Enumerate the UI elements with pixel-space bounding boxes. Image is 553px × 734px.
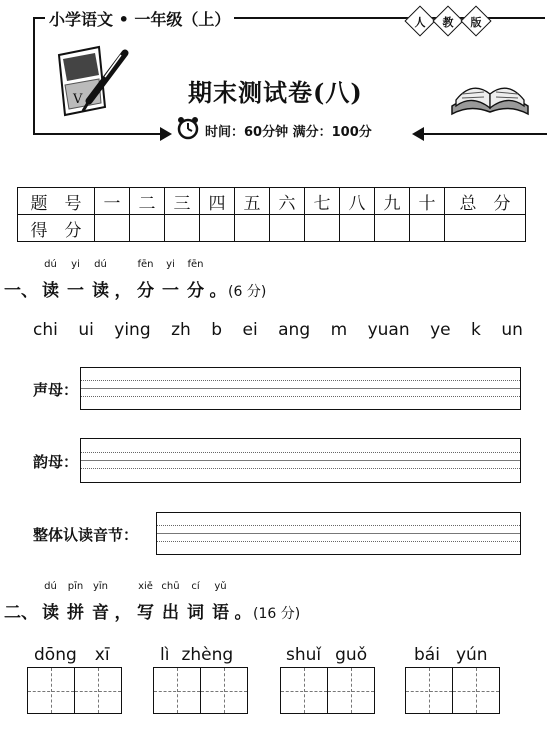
word-pinyin: shuǐ guǒ	[286, 645, 368, 665]
title-char: dú 读	[92, 259, 109, 301]
header-frame-bottom-right	[420, 133, 547, 135]
table-cell: 七	[305, 188, 340, 215]
title-char: fēn 分	[137, 259, 154, 301]
svg-text:V: V	[73, 92, 83, 107]
title-char: yi 一	[162, 259, 179, 301]
title-char: ，	[114, 281, 132, 301]
table-cell: 总 分	[445, 188, 526, 215]
title-char: dú 读	[42, 259, 59, 301]
alarm-clock-icon	[176, 116, 200, 140]
grid-cell[interactable]	[28, 668, 75, 713]
writing-grid[interactable]	[405, 667, 500, 714]
grid-cell[interactable]	[154, 668, 201, 713]
word-pinyin: lì zhèng	[160, 645, 234, 665]
syllable: zh	[171, 320, 191, 340]
table-cell: 六	[270, 188, 305, 215]
table-cell: 二	[130, 188, 165, 215]
score-input-cell[interactable]	[130, 215, 165, 242]
points-label: (6 分)	[228, 284, 267, 300]
table-cell: 八	[340, 188, 375, 215]
title-char: yi 一	[67, 259, 84, 301]
title-char: 。	[234, 603, 252, 623]
table-cell: 四	[200, 188, 235, 215]
score-input-cell[interactable]	[95, 215, 130, 242]
time-score-info: 时间：60分钟 满分：100分	[205, 125, 372, 140]
grid-cell[interactable]	[201, 668, 247, 713]
table-cell: 三	[165, 188, 200, 215]
table-cell: 十	[410, 188, 445, 215]
section-number: 一、	[4, 281, 38, 301]
initials-answer-box[interactable]	[80, 367, 521, 410]
title-char: yǔ 语	[212, 581, 229, 623]
score-input-cell[interactable]	[445, 215, 526, 242]
syllable: b	[211, 320, 223, 340]
points-label: (16 分)	[253, 606, 301, 622]
table-cell: 得 分	[18, 215, 95, 242]
table-cell: 五	[235, 188, 270, 215]
edition-badge	[405, 6, 495, 36]
section-number: 二、	[4, 603, 38, 623]
syllable: chi	[33, 320, 58, 340]
open-book-illustration	[450, 76, 530, 121]
syllable-list	[33, 320, 523, 340]
writing-grid[interactable]	[153, 667, 248, 714]
score-table	[17, 187, 526, 242]
arrow-left-icon	[412, 127, 424, 141]
score-input-cell[interactable]	[165, 215, 200, 242]
title-char: pīn 拼	[67, 581, 84, 623]
section-1-heading	[4, 259, 267, 301]
syllable: ui	[78, 320, 94, 340]
title-char: cí 词	[187, 581, 204, 623]
grid-cell[interactable]	[75, 668, 121, 713]
syllable: ei	[242, 320, 258, 340]
finals-label: 韵母：	[33, 453, 79, 471]
series-label: 小学语文 • 一年级（上）	[45, 7, 234, 30]
score-input-cell[interactable]	[340, 215, 375, 242]
word-pinyin: dōng xī	[34, 645, 110, 665]
title-char: dú 读	[42, 581, 59, 623]
title-char: 。	[209, 281, 227, 301]
table-cell: 九	[375, 188, 410, 215]
syllable: k	[471, 320, 481, 340]
header-frame-bottom-left	[33, 133, 168, 135]
whole-syllables-label: 整体认读音节：	[33, 526, 139, 544]
score-input-cell[interactable]	[200, 215, 235, 242]
pen-paper-illustration	[55, 45, 135, 117]
table-cell: 一	[95, 188, 130, 215]
whole-syllables-answer-box[interactable]	[156, 512, 521, 555]
header-frame-left	[33, 17, 35, 134]
finals-answer-box[interactable]	[80, 438, 521, 483]
syllable: yuan	[367, 320, 410, 340]
syllable: m	[330, 320, 348, 340]
score-input-cell[interactable]	[410, 215, 445, 242]
title-char: yīn 音	[92, 581, 109, 623]
grid-cell[interactable]	[328, 668, 374, 713]
syllable: ang	[278, 320, 311, 340]
grid-cell[interactable]	[453, 668, 499, 713]
table-cell: 题 号	[18, 188, 95, 215]
score-input-cell[interactable]	[235, 215, 270, 242]
score-table-header-row	[18, 188, 526, 215]
section-2-heading	[4, 581, 301, 623]
syllable: ying	[114, 320, 151, 340]
initials-label: 声母：	[33, 381, 79, 399]
title-char: xiě 写	[137, 581, 154, 623]
word-pinyin: bái yún	[414, 645, 488, 665]
syllable: ye	[430, 320, 451, 340]
edition-char: 人	[414, 16, 426, 29]
title-char: ，	[114, 603, 132, 623]
writing-grid[interactable]	[27, 667, 122, 714]
score-table-score-row	[18, 215, 526, 242]
grid-cell[interactable]	[406, 668, 453, 713]
score-input-cell[interactable]	[270, 215, 305, 242]
score-input-cell[interactable]	[305, 215, 340, 242]
edition-char: 教	[442, 16, 454, 29]
syllable: un	[501, 320, 523, 340]
page-title: 期末测试卷(八)	[188, 78, 363, 107]
title-char: chū 出	[161, 581, 180, 623]
score-input-cell[interactable]	[375, 215, 410, 242]
title-char: fēn 分	[187, 259, 204, 301]
writing-grid[interactable]	[280, 667, 375, 714]
arrow-right-icon	[160, 127, 172, 141]
grid-cell[interactable]	[281, 668, 328, 713]
edition-char: 版	[470, 16, 482, 29]
